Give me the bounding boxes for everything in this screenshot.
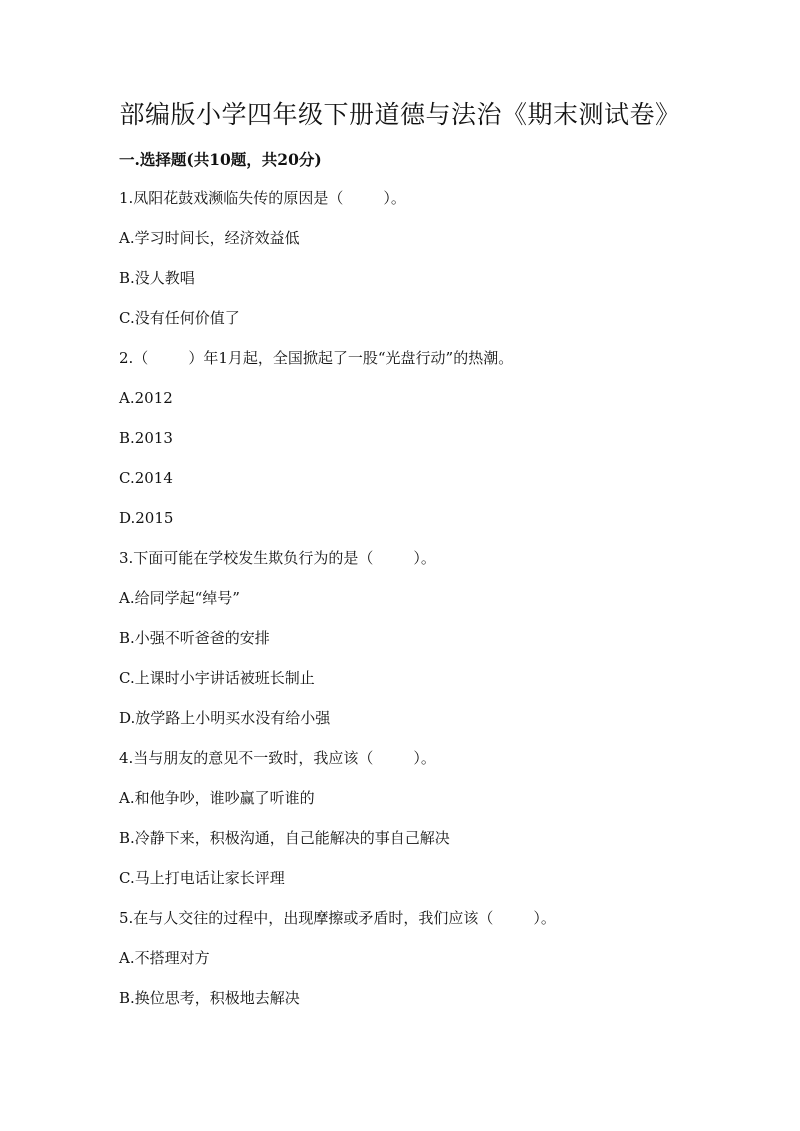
question-stem-text: ）。 [533, 909, 556, 927]
question [119, 548, 739, 748]
page-title: 部编版小学四年级下册道德与法治《期末测试卷》 [119, 100, 681, 129]
question-stem-text: ）。 [413, 749, 436, 767]
question-stem-text: 3.下面可能在学校发生欺负行为的是（ [119, 549, 374, 567]
answer-option: A.不搭理对方 [119, 949, 210, 967]
answer-option: C.上课时小宇讲话被班长制止 [119, 669, 315, 687]
question-stem [119, 908, 739, 948]
answer-option: B.没人教唱 [119, 269, 195, 287]
question-stem-text: 5.在与人交往的过程中，出现摩擦或矛盾时，我们应该（ [119, 909, 494, 927]
question [119, 188, 739, 348]
answer-option: C.2014 [119, 469, 173, 487]
question-stem-text: 4.当与朋友的意见不一致时，我应该（ [119, 749, 374, 767]
answer-option: C.没有任何价值了 [119, 309, 240, 327]
question-list [119, 188, 739, 1028]
question [119, 348, 739, 548]
question-stem [119, 188, 739, 228]
answer-option: B.小强不听爸爸的安排 [119, 629, 270, 647]
answer-option: B.换位思考，积极地去解决 [119, 989, 300, 1007]
answer-option: A.和他争吵，谁吵赢了听谁的 [119, 789, 315, 807]
answer-option: D.放学路上小明买水没有给小强 [119, 709, 331, 727]
answer-option: D.2015 [119, 509, 174, 527]
answer-option: A.学习时间长，经济效益低 [119, 229, 300, 247]
question-stem-text: 1.凤阳花鼓戏濒临失传的原因是（ [119, 189, 344, 207]
question-stem [119, 348, 739, 388]
answer-option: C.马上打电话让家长评理 [119, 869, 285, 887]
question-stem-text: ）。 [413, 549, 436, 567]
question-stem-text: ）年1月起，全国掀起了一股“光盘行动”的热潮。 [188, 349, 514, 367]
answer-option: A.给同学起“绰号” [119, 589, 240, 607]
question-stem-text: ）。 [383, 189, 406, 207]
question-stem [119, 548, 739, 588]
question [119, 908, 739, 1028]
answer-option: B.冷静下来，积极沟通，自己能解决的事自己解决 [119, 829, 450, 847]
question-stem-text: 2.（ [119, 349, 149, 367]
answer-option: A.2012 [119, 389, 173, 407]
answer-option: B.2013 [119, 429, 173, 447]
section-heading: 一.选择题(共10题，共20分) [119, 150, 322, 169]
question-stem [119, 748, 739, 788]
question [119, 748, 739, 908]
